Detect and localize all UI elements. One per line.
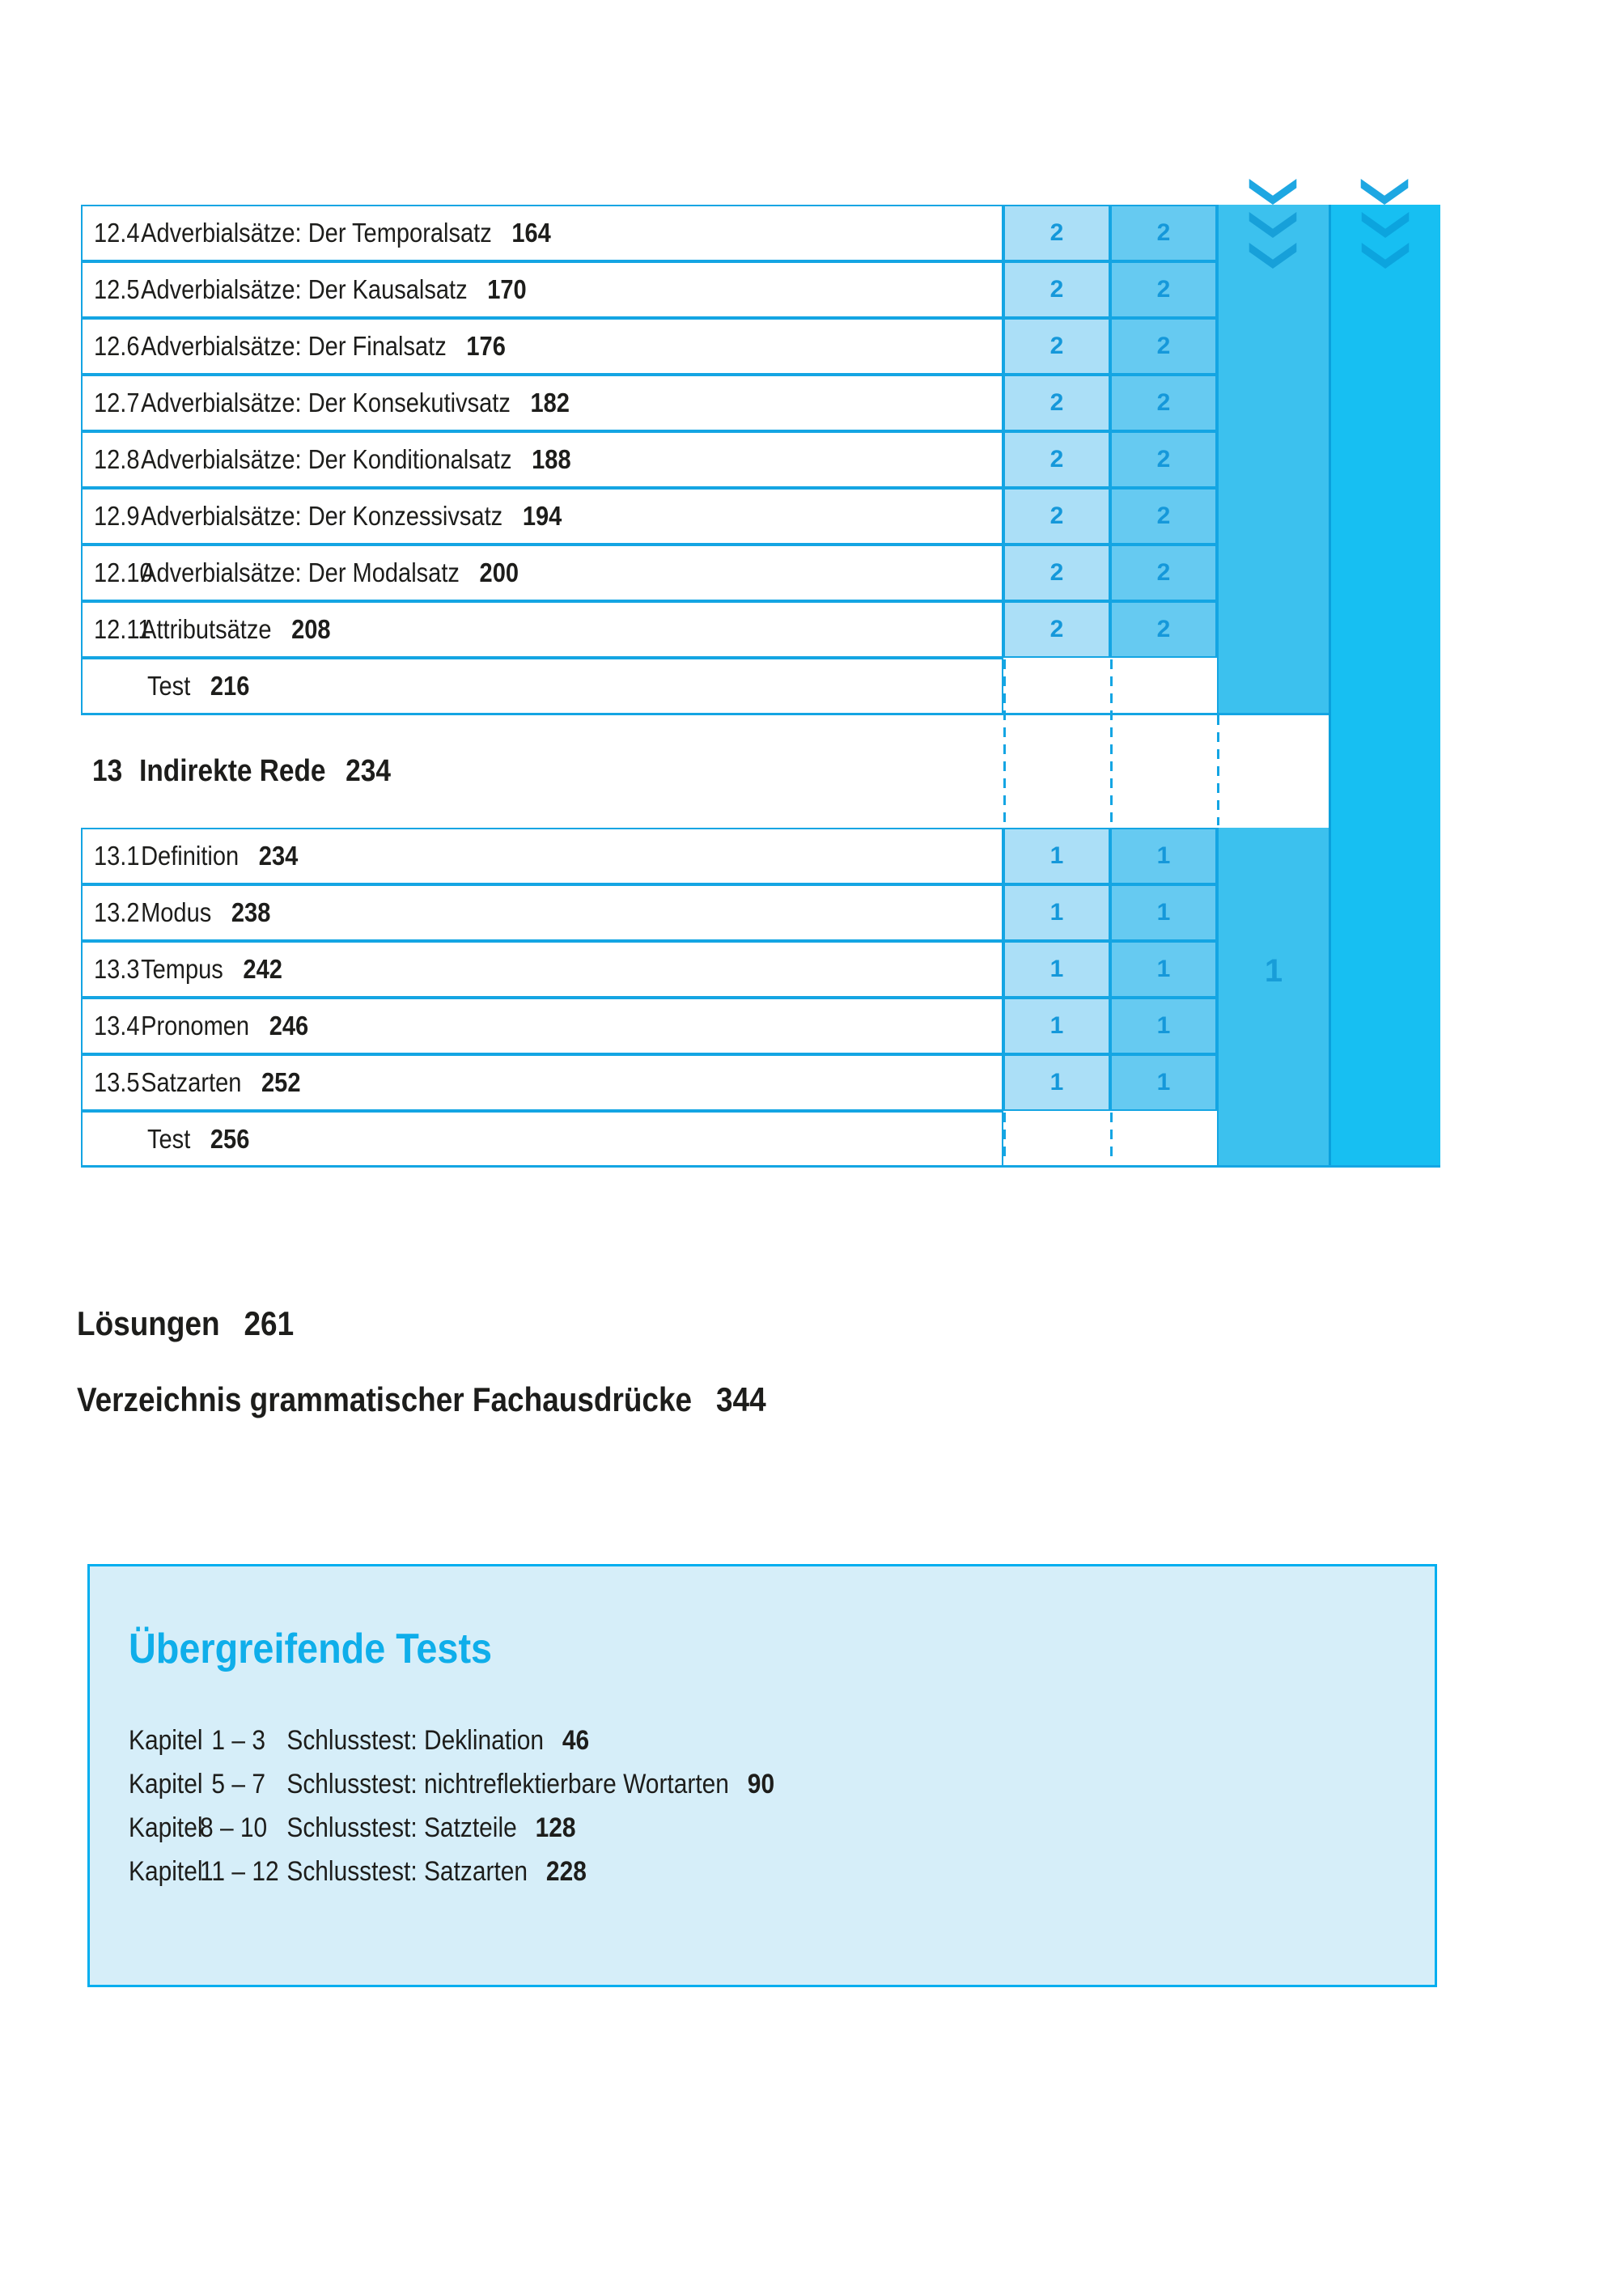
toc-row-page: 238 [231,897,271,927]
toc-row-page: 200 [479,557,519,587]
toc-row-number: 13.3 [94,954,140,984]
toc-row-page: 194 [522,501,562,531]
level-band-1-lower [1217,828,1329,1168]
backmatter-entry [77,1304,294,1343]
toc-row-number: 13.4 [94,1011,140,1041]
toc-row-page: 182 [530,388,570,418]
kapitel-label: Kapitel [129,1725,203,1756]
toc-row-test [81,1111,1003,1168]
level-cell: 1 [1003,1054,1110,1111]
level-cell: 1 [1110,998,1217,1054]
chevron-down-icon [1246,178,1300,206]
backmatter-page: 344 [716,1380,766,1418]
toc-row-number: 12.9 [94,501,140,531]
toc-row-number: 12.11 [94,614,151,644]
level-band-1-upper [1217,205,1329,715]
toc-row-number: 13.1 [94,841,140,871]
toc-row [81,545,1003,601]
toc-row [81,884,1003,941]
kapitel-label: Kapitel [129,1769,203,1799]
level-cell: 1 [1110,828,1217,884]
toc-row [81,998,1003,1054]
level-cell: 1 [1110,941,1217,998]
level-cell: 2 [1110,601,1217,658]
kapitel-range: 5 – 7 [211,1769,265,1799]
toc-row-title: Definition [141,841,240,871]
toc-row-title: Satzarten [141,1067,242,1097]
table-separator-line [81,713,1329,715]
test-title: Schlusstest: nichtreflektierbare Wortarten [286,1769,729,1799]
toc-row-number: 13.2 [94,897,140,927]
level-cell: 1 [1003,998,1110,1054]
level-cell: 1 [1110,884,1217,941]
toc-row [81,601,1003,658]
tests-box-row [129,1806,1278,1850]
level-cell: 2 [1003,375,1110,431]
overarching-tests-box [87,1564,1437,1987]
toc-row-title: Adverbialsätze: Der Konditionalsatz [141,444,512,474]
dashed-column-divider [1003,659,1006,825]
toc-row-page: 188 [532,444,571,474]
toc-row-page: 208 [291,614,331,644]
level-cell: 2 [1110,205,1217,261]
chevron-down-icon [1358,178,1411,206]
kapitel-range: 8 – 10 [200,1812,268,1843]
chapter-title: Indirekte Rede [139,753,326,788]
toc-row [81,941,1003,998]
toc-row [81,828,1003,884]
level-cell: 2 [1110,261,1217,318]
toc-row [81,1054,1003,1111]
toc-row-number: 12.8 [94,444,140,474]
kapitel-range: 11 – 12 [200,1856,279,1887]
test-title: Schlusstest: Satzteile [286,1812,517,1843]
toc-row-page: 170 [487,274,527,304]
toc-row-title: Test [147,1124,191,1154]
toc-row-page: 242 [243,954,282,984]
toc-row-number: 12.10 [94,557,153,587]
level-cell: 2 [1003,545,1110,601]
chevron-down-icon [1359,211,1412,239]
backmatter-title: Verzeichnis grammatischer Fachausdrücke [77,1380,693,1418]
level-cell: 2 [1003,601,1110,658]
test-page: 228 [545,1856,587,1887]
toc-row [81,488,1003,545]
backmatter-title: Lösungen [77,1304,220,1342]
level-cell: 1 [1110,1054,1217,1111]
chevron-down-icon [1246,242,1300,269]
level-cell: 1 [1003,828,1110,884]
toc-row-page: 256 [210,1124,250,1154]
toc-row-title: Tempus [141,954,223,984]
test-page: 46 [562,1725,590,1756]
toc-row-title: Attributsätze [141,614,272,644]
kapitel-label: Kapitel [129,1812,203,1843]
tests-box-title: Übergreifende Tests [129,1626,493,1672]
dashed-column-divider [1217,715,1219,825]
level-cell: 2 [1003,318,1110,375]
toc-row-title: Adverbialsätze: Der Konzessivsatz [141,501,503,531]
band-level-number: 1 [1264,953,1283,989]
toc-row-page: 246 [269,1011,309,1041]
toc-row-number: 12.6 [94,331,140,361]
chapter-page: 234 [346,753,391,788]
test-page: 90 [747,1769,775,1799]
tests-box-row [129,1719,1278,1762]
toc-row-title: Modus [141,897,212,927]
level-cell: 2 [1003,431,1110,488]
toc-row-page: 164 [511,218,551,248]
test-title: Schlusstest: Satzarten [286,1856,528,1887]
toc-row [81,261,1003,318]
kapitel-label: Kapitel [129,1856,203,1887]
backmatter-page: 261 [244,1304,295,1342]
level-band-2 [1329,205,1440,1168]
toc-row [81,431,1003,488]
level-cell: 2 [1003,261,1110,318]
dashed-column-divider [1110,659,1113,825]
level-cell: 2 [1003,205,1110,261]
toc-row-number: 12.7 [94,388,140,418]
test-page: 128 [535,1812,576,1843]
chapter-heading [81,714,1003,828]
test-title: Schlusstest: Deklination [286,1725,544,1756]
toc-row-title: Test [147,671,191,701]
toc-row [81,318,1003,375]
toc-row-title: Adverbialsätze: Der Konsekutivsatz [141,388,511,418]
toc-row-number: 13.5 [94,1067,140,1097]
dashed-column-divider [1003,1113,1006,1164]
toc-row-test [81,658,1003,714]
toc-row-title: Adverbialsätze: Der Kausalsatz [141,274,468,304]
level-cell: 2 [1110,375,1217,431]
toc-row [81,375,1003,431]
toc-row [81,205,1003,261]
toc-row-title: Adverbialsätze: Der Finalsatz [141,331,447,361]
level-cell: 1 [1003,941,1110,998]
toc-row-page: 176 [466,331,506,361]
toc-row-page: 216 [210,671,250,701]
toc-row-title: Pronomen [141,1011,250,1041]
backmatter-entry [77,1380,766,1419]
toc-row-number: 12.4 [94,218,140,248]
tests-box-row [129,1762,1278,1806]
level-cell: 2 [1110,431,1217,488]
level-cell: 2 [1110,545,1217,601]
level-cell: 2 [1110,318,1217,375]
table-bottom-line [81,1165,1440,1168]
chapter-number: 13 [92,753,123,788]
toc-row-title: Adverbialsätze: Der Temporalsatz [141,218,492,248]
dashed-column-divider [1110,1113,1113,1164]
toc-row-title: Adverbialsätze: Der Modalsatz [141,557,460,587]
kapitel-range: 1 – 3 [211,1725,265,1756]
toc-row-page: 234 [258,841,299,871]
toc-row-number: 12.5 [94,274,140,304]
level-cell: 2 [1003,488,1110,545]
chevron-down-icon [1246,211,1300,239]
chevron-down-icon [1359,242,1412,269]
tests-box-list [129,1719,1435,1893]
level-cell: 1 [1003,884,1110,941]
tests-box-row [129,1850,1278,1893]
level-cell: 2 [1110,488,1217,545]
toc-row-page: 252 [261,1067,301,1097]
